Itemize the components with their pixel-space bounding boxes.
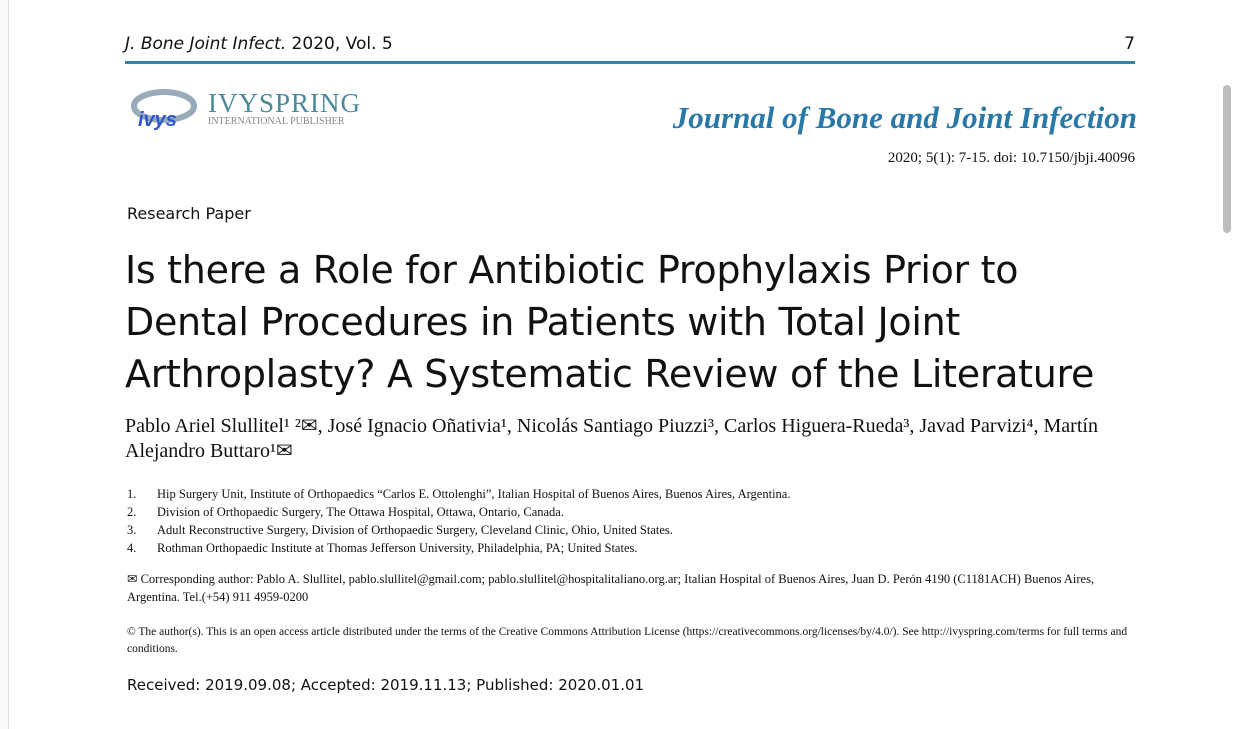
license-notice: © The author(s). This is an open access article distributed under the terms of the Creative Commons Attribution License (https://creativecommons.org/licenses/by/4.0/). See http://ivyspring.com/terms for full terms and conditions. xyxy=(127,626,1128,655)
article-title: Is there a Role for Antibiotic Prophylaxis Prior to Dental Procedures in Patients with Total Joint Arthroplasty? A Systematic Review of the Literature xyxy=(125,248,1095,396)
header-rule xyxy=(125,61,1135,64)
journal-name: Journal of Bone and Joint Infection xyxy=(672,100,1137,135)
running-header xyxy=(125,34,393,54)
affiliations xyxy=(125,485,790,557)
journal-abbrev: J. Bone Joint Infect. xyxy=(125,34,287,54)
publisher-subtitle: INTERNATIONAL PUBLISHER xyxy=(208,115,345,127)
viewer-left-edge xyxy=(0,0,9,729)
vertical-scrollbar[interactable] xyxy=(1223,85,1231,233)
page-number: 7 xyxy=(1124,34,1135,54)
affiliation-item xyxy=(125,521,790,539)
ivyspring-logo-icon xyxy=(130,86,198,130)
corresponding-author: ✉ Corresponding author: Pablo A. Slullitel, pablo.slullitel@gmail.com; pablo.slullitel@hospitalitaliano.org.ar; Italian Hospital of Buenos Aires, Juan D. Perón 4190 (C1181ACH) Buenos Aires, Argentina. Tel.(+54) 911 4959-0200 xyxy=(127,572,1095,604)
affiliation-number: 1. xyxy=(127,487,137,501)
affiliation-number: 4. xyxy=(127,541,137,555)
affiliation-item xyxy=(125,485,790,503)
publication-dates: Received: 2019.09.08; Accepted: 2019.11.13; Published: 2020.01.01 xyxy=(127,676,645,694)
affiliation-number: 3. xyxy=(127,523,137,537)
affiliation-text: Adult Reconstructive Surgery, Division of Orthopaedic Surgery, Cleveland Clinic, Ohio, United States. xyxy=(157,523,673,537)
citation-doi: 2020; 5(1): 7-15. doi: 10.7150/jbji.40096 xyxy=(887,150,1135,166)
publisher-name: IVYSPRING xyxy=(208,87,362,118)
affiliation-text: Division of Orthopaedic Surgery, The Ottawa Hospital, Ottawa, Ontario, Canada. xyxy=(157,505,564,519)
publisher-logo xyxy=(130,86,361,130)
year-volume: 2020, Vol. 5 xyxy=(286,34,393,54)
affiliation-item xyxy=(125,503,790,521)
author-list: Pablo Ariel Slullitel¹ ²✉, José Ignacio Oñativia¹, Nicolás Santiago Piuzzi³, Carlos Higuera-Rueda³, Javad Parvizi⁴, Martín Alejandro Buttaro¹✉ xyxy=(125,415,1098,462)
affiliation-text: Hip Surgery Unit, Institute of Orthopaedics “Carlos E. Ottolenghi”, Italian Hospital of Buenos Aires, Buenos Aires, Argentina. xyxy=(157,487,791,501)
article-type: Research Paper xyxy=(127,204,251,223)
svg-text:ivys: ivys xyxy=(138,109,177,130)
affiliation-item xyxy=(125,539,790,557)
affiliation-text: Rothman Orthopaedic Institute at Thomas Jefferson University, Philadelphia, PA; United States. xyxy=(157,541,638,555)
affiliation-number: 2. xyxy=(127,505,137,519)
